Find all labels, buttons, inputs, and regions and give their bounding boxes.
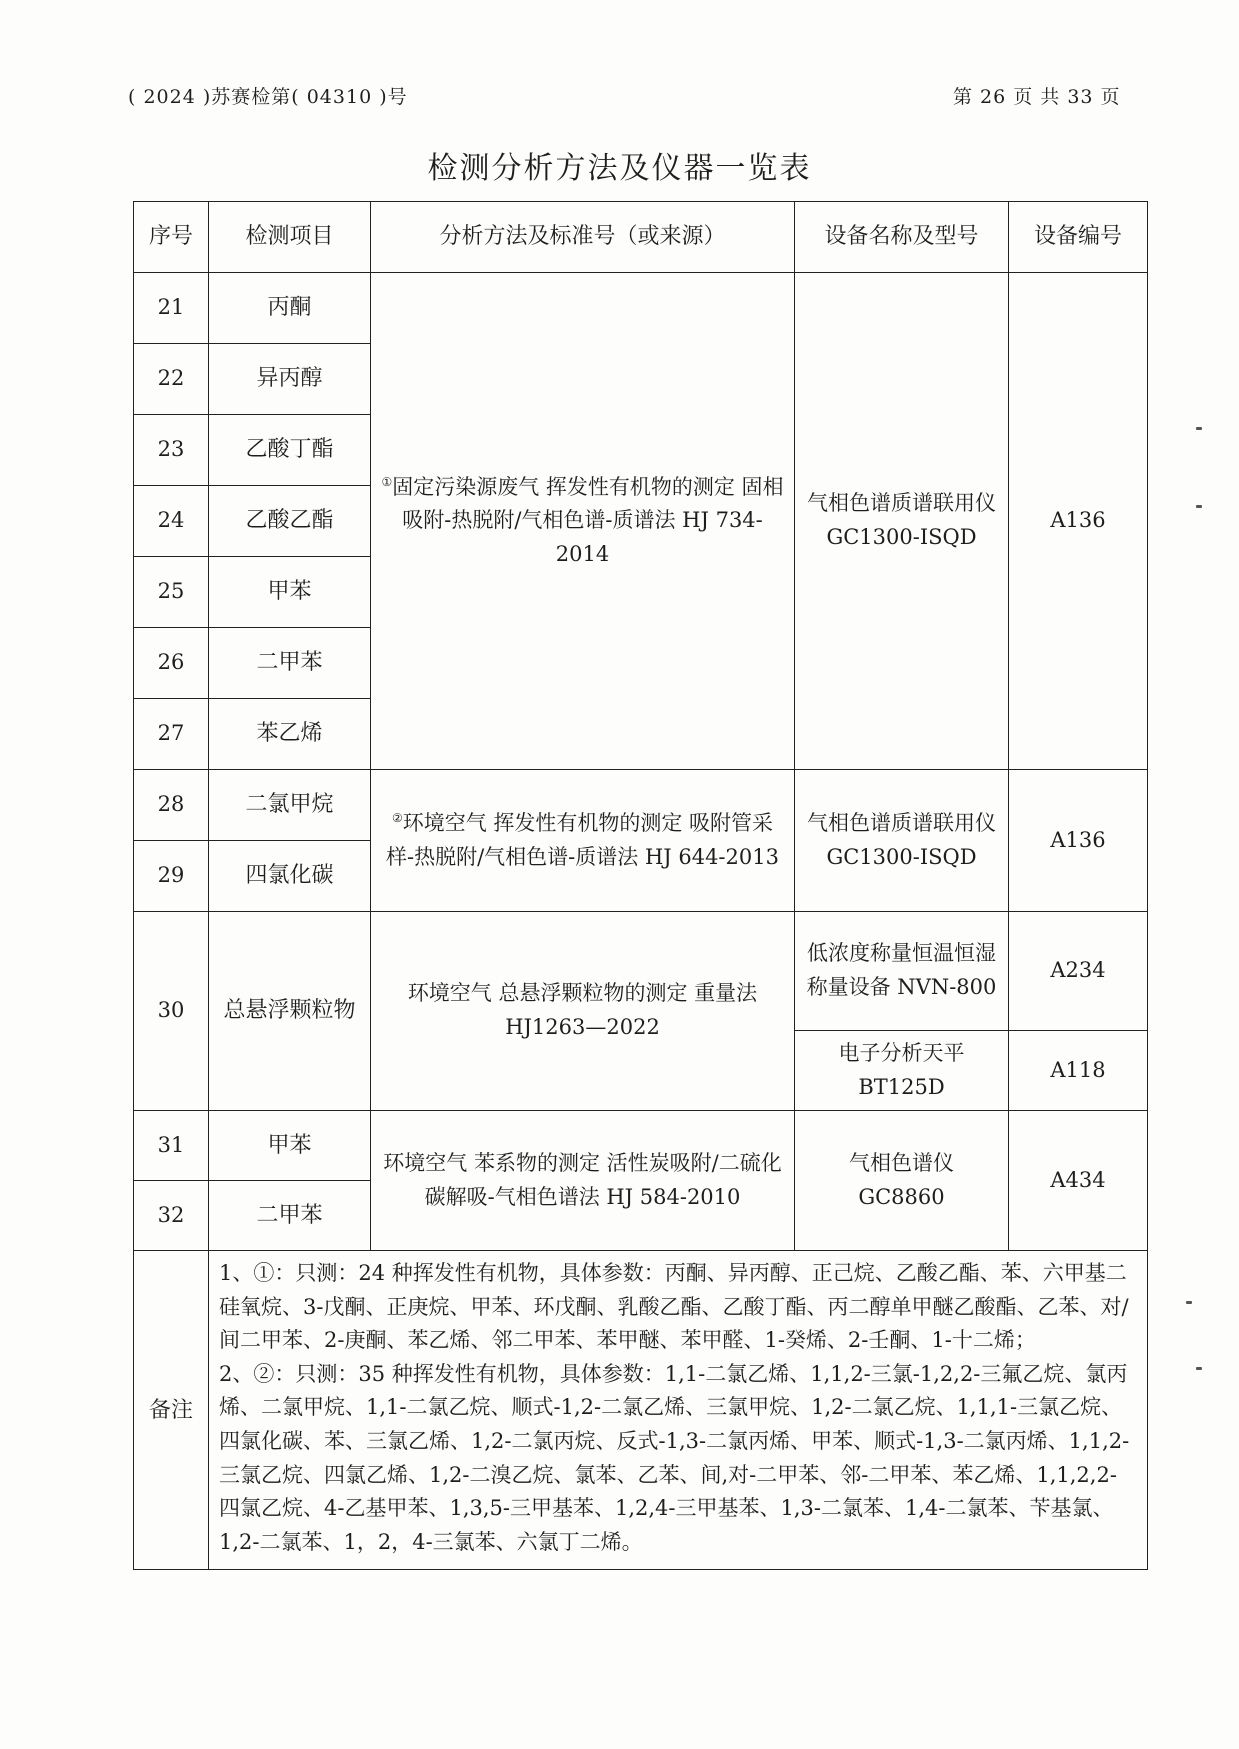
equipment-no-cell: A234 — [1009, 912, 1148, 1031]
table-row — [134, 912, 1148, 1031]
table-row — [134, 273, 1148, 344]
row-no: 31 — [134, 1111, 209, 1181]
row-no: 29 — [134, 841, 209, 912]
row-no: 26 — [134, 628, 209, 699]
equipment-cell: 气相色谱质谱联用仪 GC1300-ISQD — [795, 273, 1009, 770]
row-no: 30 — [134, 912, 209, 1111]
notes-content — [209, 1251, 1148, 1570]
methods-table — [133, 201, 1148, 1570]
row-no: 21 — [134, 273, 209, 344]
notes-row — [134, 1251, 1148, 1570]
equipment-cell: 气相色谱仪 GC8860 — [795, 1111, 1009, 1251]
note-2: 2、②：只测：35 种挥发性有机物，具体参数：1,1-二氯乙烯、1,1,2-三氯-1,2,2-三氟乙烷、氯丙烯、二氯甲烷、1,1-二氯乙烷、顺式-1,2-二氯乙烯、三氯甲烷、1,2-二氯乙烷、1,1,1-三氯乙烷、四氯化碳、苯、三氯乙烯、1,2-二氯丙烷、反式-1,3-二氯丙烯、甲苯、顺式-1,3-二氯丙烯、1,1,2-三氯乙烷、四氯乙烯、1,2-二溴乙烷、氯苯、乙苯、间,对-二甲苯、邻-二甲苯、苯乙烯、1,1,2,2-四氯乙烷、4-乙基甲苯、1,3,5-三甲基苯、1,2,4-三甲基苯、1,3-二氯苯、1,4-二氯苯、苄基氯、1,2-二氯苯、1，2，4-三氯苯、六氯丁二烯。 — [219, 1361, 1130, 1554]
equipment-no-cell: A434 — [1009, 1111, 1148, 1251]
equipment-no-cell: A136 — [1009, 770, 1148, 912]
col-header-method: 分析方法及标准号（或来源） — [371, 202, 795, 273]
method-mark: ① — [381, 474, 393, 489]
row-item: 甲苯 — [209, 557, 371, 628]
method-cell: 环境空气 总悬浮颗粒物的测定 重量法 HJ1263—2022 — [371, 912, 795, 1111]
row-no: 32 — [134, 1181, 209, 1251]
row-no: 24 — [134, 486, 209, 557]
row-no: 22 — [134, 344, 209, 415]
scan-mark — [1186, 1301, 1192, 1304]
row-item: 二甲苯 — [209, 628, 371, 699]
row-item: 异丙醇 — [209, 344, 371, 415]
row-item: 苯乙烯 — [209, 699, 371, 770]
col-header-equipment-no: 设备编号 — [1009, 202, 1148, 273]
row-no: 28 — [134, 770, 209, 841]
table-header-row — [134, 202, 1148, 273]
page-info: 第 26 页 共 33 页 — [953, 86, 1121, 108]
equipment-cell: 低浓度称量恒温恒湿称量设备 NVN-800 — [795, 912, 1009, 1031]
row-no: 27 — [134, 699, 209, 770]
page-title: 检测分析方法及仪器一览表 — [427, 151, 812, 186]
table-row — [134, 770, 1148, 841]
method-cell — [371, 273, 795, 770]
row-no: 25 — [134, 557, 209, 628]
equipment-cell: 气相色谱质谱联用仪 GC1300-ISQD — [795, 770, 1009, 912]
table-row — [134, 1111, 1148, 1181]
report-number: ( 2024 )苏赛检第( 04310 )号 — [128, 86, 408, 108]
scan-mark — [1196, 427, 1202, 430]
method-text: 固定污染源废气 挥发性有机物的测定 固相吸附-热脱附/气相色谱-质谱法 HJ 734-2014 — [392, 474, 784, 566]
equipment-no-cell: A136 — [1009, 273, 1148, 770]
scan-mark — [1196, 1367, 1202, 1370]
note-1: 1、①：只测：24 种挥发性有机物，具体参数：丙酮、异丙醇、正己烷、乙酸乙酯、苯、六甲基二硅氧烷、3-戊酮、正庚烷、甲苯、环戊酮、乳酸乙酯、乙酸丁酯、丙二醇单甲醚乙酸酯、乙苯、对/间二甲苯、2-庚酮、苯乙烯、邻二甲苯、苯甲醚、苯甲醛、1-癸烯、2-壬酮、1-十二烯； — [219, 1261, 1129, 1353]
notes-label: 备注 — [134, 1251, 209, 1570]
equipment-no-cell: A118 — [1009, 1031, 1148, 1111]
col-header-item: 检测项目 — [209, 202, 371, 273]
method-cell: 环境空气 苯系物的测定 活性炭吸附/二硫化碳解吸-气相色谱法 HJ 584-2010 — [371, 1111, 795, 1251]
scan-mark — [1196, 505, 1202, 508]
col-header-equipment: 设备名称及型号 — [795, 202, 1009, 273]
method-text: 环境空气 挥发性有机物的测定 吸附管采样-热脱附/气相色谱-质谱法 HJ 644-2013 — [386, 810, 779, 869]
row-item: 二甲苯 — [209, 1181, 371, 1251]
row-item: 甲苯 — [209, 1111, 371, 1181]
method-cell — [371, 770, 795, 912]
row-item: 乙酸丁酯 — [209, 415, 371, 486]
equipment-cell: 电子分析天平 BT125D — [795, 1031, 1009, 1111]
row-item: 乙酸乙酯 — [209, 486, 371, 557]
col-header-no: 序号 — [134, 202, 209, 273]
row-item: 丙酮 — [209, 273, 371, 344]
row-item: 四氯化碳 — [209, 841, 371, 912]
method-mark: ② — [391, 810, 403, 825]
row-no: 23 — [134, 415, 209, 486]
row-item: 二氯甲烷 — [209, 770, 371, 841]
row-item: 总悬浮颗粒物 — [209, 912, 371, 1111]
